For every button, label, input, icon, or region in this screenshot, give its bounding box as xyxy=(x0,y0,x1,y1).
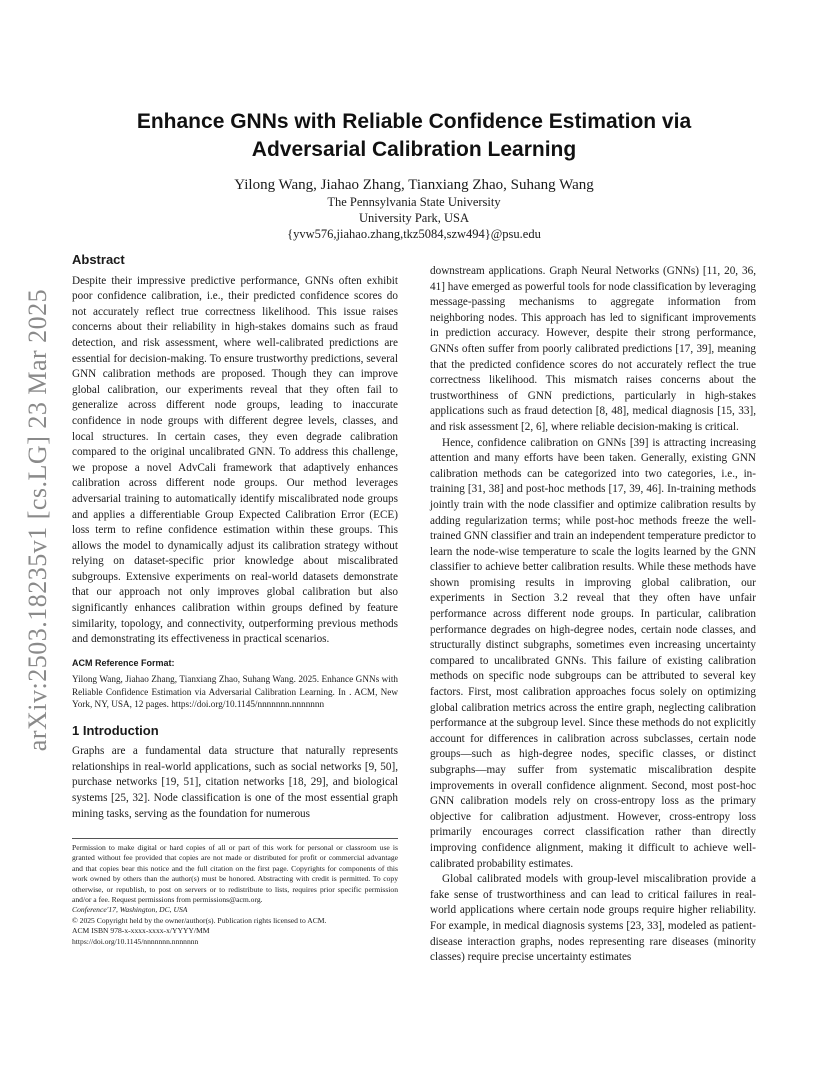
left-column xyxy=(72,252,398,822)
right-column xyxy=(430,264,756,966)
arxiv-stamp-text: arXiv:2503.18235v1 [cs.LG] 23 Mar 2025 xyxy=(23,288,52,752)
title-line-2: Adversarial Calibration Learning xyxy=(251,138,577,161)
affiliation: The Pennsylvania State University xyxy=(327,195,501,209)
paper-title xyxy=(72,108,756,164)
right-paragraph-1: downstream applications. Graph Neural Networks (GNNs) [11, 20, 36, 41] have emerged as powerful tools for node classification by leveraging message-passing mechanisms to aggregate information from neighboring nodes. This approach has led to significant improvements in prediction accuracy. However, despite their strong performance, GNNs often suffer from poorly calibrated predictions [17, 39], meaning that the predicted confidence scores do not accurately reflect the true correctness likelihood. This mismatch raises concerns about the trustworthiness of GNN predictions, particularly in high-stakes applications such as fraud detection [8, 48], medical diagnosis [15, 33], and risk assessment [2, 6], where reliable decision-making is critical. xyxy=(430,265,756,433)
acm-ref-text: Yilong Wang, Jiahao Zhang, Tianxiang Zhao, Suhang Wang. 2025. Enhance GNNs with Reliable Confidence Estimation via Adversarial Calibration Learning. In . ACM, New York, NY, USA, 12 pages. https://doi.org/10.1145/nnnnnnn.nnnnnnn xyxy=(72,674,398,710)
right-paragraph-3: Global calibrated models with group-level miscalibration provide a fake sense of trustworthiness and can lead to critical failures in real-world applications where certain node groups require higher reliability. For example, in medical diagnosis systems [23, 33], modeled as patient-disease interaction graphs, nodes representing rare diseases (minority classes) require precise uncertainty estimates xyxy=(430,873,756,964)
footnote-conference: Conference'17, Washington, DC, USA xyxy=(72,905,188,915)
arxiv-stamp xyxy=(18,285,58,755)
acm-ref-heading: ACM Reference Format: xyxy=(72,657,175,668)
location: University Park, USA xyxy=(358,211,470,225)
footnote-isbn: ACM ISBN 978-x-xxxx-xxxx-x/YYYY/MM xyxy=(72,926,210,936)
paper-header xyxy=(72,108,756,242)
abstract-heading: Abstract xyxy=(72,252,125,267)
footnote-doi: https://doi.org/10.1145/nnnnnnn.nnnnnnn xyxy=(72,936,199,946)
authors: Yilong Wang, Jiahao Zhang, Tianxiang Zhao, Suhang Wang xyxy=(234,177,594,193)
footnote xyxy=(72,838,398,947)
right-paragraph-2: Hence, confidence calibration on GNNs [39] is attracting increasing attention and many efforts have been taken. Generally, existing GNN calibration methods can be categorized into two categories, i.e., in-training [31, 38] and post-hoc methods [17, 39, 46]. In-training methods jointly train with the node classifier and optimize calibration results by adding regularization terms; while post-hoc methods freeze the well-trained GNN classifier and train an independent temperature predictor to learn the node-wise temperature to scale the logits learned by the GNN classifier to achieve better calibration results. While these methods have shown promising results in improving global calibration, our experiments in Section 3.2 reveal that they often have unfair performance across different node groups. In particular, calibration performance degrades on high-degree nodes, certain node classes, and structurally distinct subgraphs, sometimes even increasing uncertainty compared to uncalibrated GNNs. This failure of existing calibration methods on specific node subgroups can be attributed to several key factors. First, most calibration approaches focus solely on optimizing global calibration metrics across the entire graph, neglecting calibration performance at the subgroup level. Since these methods do not explicitly account for differences in calibration across subclasses, certain node groups—such as high-degree nodes, specific classes, or distinct subgraphs—may suffer from systematic miscalibration despite improvements in overall confidence alignment. Second, most post-hoc GNN calibration models rely on cross-entropy loss as the primary objective for calibration adjustment. However, cross-entropy loss primarily encourages correct classification rather than directly improving confidence alignment, making it difficult to achieve well-calibrated probability estimates. xyxy=(430,436,756,870)
email: {yvw576,jiahao.zhang,tkz5084,szw494}@psu.edu xyxy=(287,227,541,241)
intro-heading: 1 Introduction xyxy=(72,722,159,738)
title-line-1: Enhance GNNs with Reliable Confidence Estimation via xyxy=(136,110,692,133)
abstract-text: Despite their impressive predictive performance, GNNs often exhibit poor confidence calibration, i.e., their predicted confidence scores do not accurately reflect true correctness likelihood. This issue raises concerns about their reliability in high-stakes domains such as fraud detection, and risk assessment, where well-calibrated predictions are essential for decision-making. To ensure trustworthy predictions, several GNN calibration methods are proposed. Though they can improve global calibration, our experiments reveal that they often fail to generalize across different node groups, leading to inaccurate confidence in node groups with different degree levels, classes, and local structures. In certain cases, they even degrade calibration compared to the original uncalibrated GNN. To address this challenge, we propose a novel AdvCali framework that adaptively enhances calibration across different node groups. Our method leverages adversarial training to automatically identify miscalibrated node groups and applies a differentiable Group Expected Calibration Error (ECE) loss term to refine confidence estimation within these groups. This allows the model to dynamically adjust its calibration strategy without relying on dataset-specific prior knowledge about miscalibrated subgroups. Extensive experiments on real-world datasets demonstrate that our approach not only improves global calibration but also significantly enhances calibration within groups defined by feature similarity, topology, and connectivity, outperforming previous methods and demonstrating its effectiveness in practical scenarios. xyxy=(72,274,398,646)
footnote-copyright: © 2025 Copyright held by the owner/author(s). Publication rights licensed to ACM. xyxy=(72,915,327,925)
intro-paragraph: Graphs are a fundamental data structure that naturally represents relationships in real-world applications, such as social networks [9, 50], purchase networks [19, 51], citation networks [18, 29], and biological systems [25, 32]. Node classification is one of the most essential graph mining tasks, serving as the foundation for numerous xyxy=(72,745,398,820)
footnote-permission: Permission to make digital or hard copies of all or part of this work for personal or classroom use is granted without fee provided that copies are not made or distributed for profit or commercial advantage and that copies bear this notice and the full citation on the first page. Copyrights for components of this work owned by others than the author(s) must be honored. Abstracting with credit is permitted. To copy otherwise, or republish, to post on servers or to redistribute to lists, requires prior specific permission and/or a fee. Request permissions from permissions@acm.org. xyxy=(72,843,398,905)
